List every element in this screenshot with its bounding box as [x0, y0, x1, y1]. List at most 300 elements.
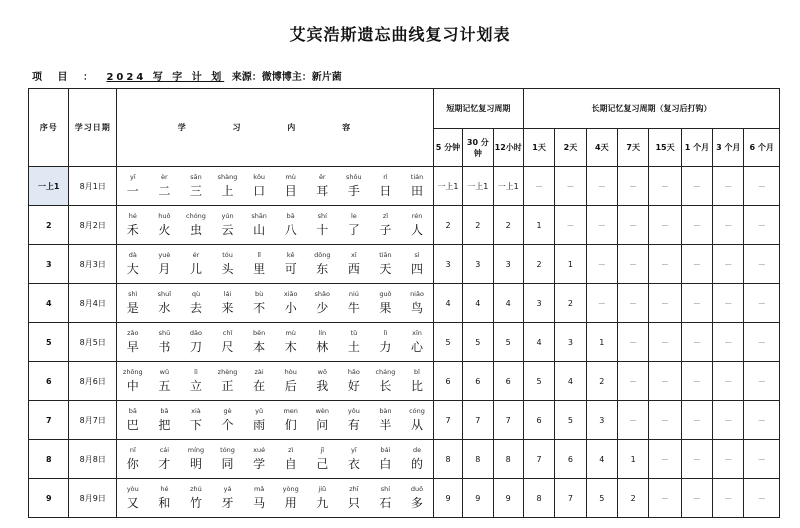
pinyin: shí — [317, 211, 327, 220]
pinyin: wǒ — [317, 367, 327, 376]
hanzi: 书 — [158, 339, 171, 354]
hanzi: 去 — [189, 300, 202, 315]
hanzi: 十 — [316, 222, 329, 237]
hanzi: 林 — [316, 339, 329, 354]
hanzi: 东 — [316, 261, 329, 276]
pinyin: ěr — [318, 172, 326, 181]
short-review-cell[interactable]: 2 — [433, 206, 462, 245]
header-long-col: 2天 — [555, 129, 586, 167]
header-short-col: 30 分钟 — [463, 129, 493, 167]
long-review-cell[interactable]: － — [617, 401, 648, 440]
character-cell — [118, 485, 147, 512]
character-cell — [308, 251, 337, 278]
short-review-cell[interactable]: 9 — [493, 479, 523, 518]
long-review-cell[interactable]: － — [617, 284, 648, 323]
short-review-cell[interactable]: 4 — [433, 284, 462, 323]
long-review-cell[interactable]: 2 — [617, 479, 648, 518]
pinyin: lì — [383, 328, 388, 337]
pinyin: zì — [288, 445, 294, 454]
long-review-cell[interactable]: 2 — [555, 284, 586, 323]
header-long-col: 3 个月 — [713, 129, 744, 167]
row-content — [117, 206, 434, 245]
pinyin: shū — [158, 328, 171, 337]
hanzi: 正 — [221, 378, 234, 393]
long-review-cell[interactable]: － — [617, 206, 648, 245]
hanzi: 火 — [158, 222, 171, 237]
long-review-cell[interactable]: － — [713, 440, 744, 479]
pinyin: èr — [161, 172, 168, 181]
long-review-cell[interactable]: 3 — [555, 323, 586, 362]
long-review-cell[interactable]: － — [617, 245, 648, 284]
character-cell — [403, 368, 432, 395]
long-review-cell[interactable]: － — [744, 245, 780, 284]
pinyin: hòu — [284, 367, 297, 376]
hanzi: 田 — [411, 183, 424, 198]
character-cell — [276, 212, 305, 239]
character-cell — [308, 446, 337, 473]
hanzi: 尺 — [221, 339, 234, 354]
hanzi: 口 — [253, 183, 266, 198]
hanzi: 又 — [126, 495, 139, 510]
character-cell — [181, 290, 210, 317]
long-review-cell[interactable]: － — [555, 206, 586, 245]
hanzi: 禾 — [126, 222, 139, 237]
character-cell — [339, 251, 368, 278]
long-review-cell[interactable]: 7 — [555, 479, 586, 518]
header-long-col: 7天 — [617, 129, 648, 167]
pinyin: zài — [254, 367, 264, 376]
hanzi: 小 — [284, 300, 297, 315]
pinyin: duō — [410, 484, 424, 493]
pinyin: tǔ — [350, 328, 358, 337]
long-review-cell[interactable]: － — [744, 323, 780, 362]
hanzi: 马 — [253, 495, 266, 510]
long-review-cell[interactable]: － — [744, 362, 780, 401]
long-review-cell[interactable]: － — [586, 245, 617, 284]
header-long-col: 4天 — [586, 129, 617, 167]
character-cell — [181, 407, 210, 434]
pinyin: cái — [159, 445, 170, 454]
long-review-cell[interactable]: － — [586, 206, 617, 245]
short-review-cell[interactable]: 3 — [433, 245, 462, 284]
header-long-col: 1天 — [523, 129, 554, 167]
hanzi: 在 — [253, 378, 266, 393]
row-number: 2 — [29, 206, 69, 245]
long-review-cell[interactable]: － — [744, 401, 780, 440]
header-no: 序号 — [29, 89, 69, 167]
long-review-cell[interactable]: 5 — [555, 401, 586, 440]
short-review-cell[interactable]: 5 — [463, 323, 493, 362]
long-review-cell[interactable]: － — [713, 206, 744, 245]
pinyin: rì — [383, 172, 388, 181]
pinyin: mù — [285, 172, 296, 181]
hanzi: 明 — [189, 456, 202, 471]
row-date: 8月1日 — [69, 167, 117, 206]
long-review-cell[interactable]: － — [617, 323, 648, 362]
long-review-cell[interactable]: － — [713, 323, 744, 362]
pinyin: sì — [414, 250, 420, 259]
character-cell — [245, 329, 274, 356]
hanzi: 竹 — [189, 495, 202, 510]
character-cell — [150, 407, 179, 434]
hanzi: 只 — [347, 495, 360, 510]
pinyin: zhèng — [217, 367, 238, 376]
hanzi: 从 — [411, 417, 424, 432]
table-row — [29, 323, 780, 362]
hanzi: 云 — [221, 222, 234, 237]
character-cell — [118, 446, 147, 473]
long-review-cell[interactable]: 2 — [523, 245, 554, 284]
character-cell — [245, 368, 274, 395]
long-review-cell[interactable]: 1 — [555, 245, 586, 284]
character-cell — [245, 290, 274, 317]
long-review-cell[interactable]: － — [649, 362, 681, 401]
table-row — [29, 284, 780, 323]
character-cell — [371, 407, 400, 434]
long-review-cell[interactable]: － — [681, 167, 712, 206]
short-review-cell[interactable]: 9 — [433, 479, 462, 518]
pinyin: xiǎo — [283, 289, 298, 298]
short-review-cell[interactable]: 5 — [493, 323, 523, 362]
long-review-cell[interactable]: 1 — [523, 206, 554, 245]
character-cell — [150, 329, 179, 356]
character-cell — [245, 173, 274, 200]
row-content — [117, 284, 434, 323]
hanzi: 己 — [316, 456, 329, 471]
short-review-cell[interactable]: 7 — [433, 401, 462, 440]
long-review-cell[interactable]: － — [649, 167, 681, 206]
long-review-cell[interactable]: － — [523, 167, 554, 206]
hanzi: 了 — [347, 222, 360, 237]
hanzi: 果 — [379, 300, 392, 315]
hanzi: 八 — [284, 222, 297, 237]
pinyin: yòu — [126, 484, 139, 493]
pinyin: bǐ — [414, 367, 420, 376]
short-review-cell[interactable]: 一上1 — [463, 167, 493, 206]
long-review-cell[interactable]: － — [713, 284, 744, 323]
row-content — [117, 245, 434, 284]
hanzi: 大 — [126, 261, 139, 276]
hanzi: 比 — [411, 378, 424, 393]
long-review-cell[interactable]: － — [744, 440, 780, 479]
long-review-cell[interactable]: 4 — [523, 323, 554, 362]
long-review-cell[interactable]: － — [617, 362, 648, 401]
pinyin: guǒ — [379, 289, 392, 298]
pinyin: lì — [194, 367, 198, 376]
hanzi: 五 — [158, 378, 171, 393]
long-review-cell[interactable]: － — [586, 284, 617, 323]
header-short-col: 5 分钟 — [433, 129, 462, 167]
long-review-cell[interactable]: 4 — [555, 362, 586, 401]
long-review-cell[interactable]: － — [649, 440, 681, 479]
hanzi: 西 — [347, 261, 360, 276]
row-content — [117, 401, 434, 440]
pinyin: le — [350, 211, 357, 220]
character-cell — [150, 446, 179, 473]
table-row — [29, 167, 780, 206]
long-review-cell[interactable]: － — [744, 479, 780, 518]
pinyin: shān — [251, 211, 267, 220]
short-review-cell[interactable]: 8 — [433, 440, 462, 479]
project-source: 来源：微博博主：新片菌 — [231, 72, 342, 83]
pinyin: tóng — [220, 445, 235, 454]
short-review-cell[interactable]: 5 — [433, 323, 462, 362]
long-review-cell[interactable]: － — [713, 245, 744, 284]
pinyin: kǒu — [253, 172, 266, 181]
hanzi: 我 — [316, 378, 329, 393]
hanzi: 耳 — [316, 183, 329, 198]
pinyin: cóng — [409, 406, 425, 415]
row-content — [117, 440, 434, 479]
character-cell — [213, 251, 242, 278]
short-review-cell[interactable]: 9 — [463, 479, 493, 518]
long-review-cell[interactable]: － — [649, 245, 681, 284]
hanzi: 鸟 — [411, 300, 424, 315]
short-review-cell[interactable]: 6 — [463, 362, 493, 401]
long-review-cell[interactable]: － — [681, 245, 712, 284]
pinyin: bā — [286, 211, 295, 220]
pinyin: tiān — [379, 250, 392, 259]
long-review-cell[interactable]: 2 — [586, 362, 617, 401]
long-review-cell[interactable]: － — [744, 206, 780, 245]
hanzi: 立 — [189, 378, 202, 393]
row-content — [117, 362, 434, 401]
hanzi: 才 — [158, 456, 171, 471]
table-row — [29, 440, 780, 479]
character-cell — [371, 446, 400, 473]
pinyin: lái — [223, 289, 232, 298]
header-short-col: 12小时 — [493, 129, 523, 167]
short-review-cell[interactable]: 8 — [463, 440, 493, 479]
character-cell — [339, 407, 368, 434]
character-cell — [181, 446, 210, 473]
pinyin: bái — [380, 445, 391, 454]
character-cell — [245, 251, 274, 278]
pinyin: shí — [380, 484, 391, 493]
character-cell — [276, 251, 305, 278]
long-review-cell[interactable]: － — [649, 479, 681, 518]
hanzi: 少 — [316, 300, 329, 315]
long-review-cell[interactable]: － — [649, 284, 681, 323]
character-cell — [308, 329, 337, 356]
character-cell — [403, 290, 432, 317]
pinyin: yǒu — [347, 406, 360, 415]
character-cell — [339, 173, 368, 200]
character-cell — [118, 368, 147, 395]
character-cell — [118, 407, 147, 434]
project-line — [32, 68, 342, 83]
character-cell — [118, 173, 147, 200]
row-number: 5 — [29, 323, 69, 362]
short-review-cell[interactable]: 2 — [493, 206, 523, 245]
pinyin: yòng — [282, 484, 299, 493]
character-cell — [181, 368, 210, 395]
hanzi: 日 — [379, 183, 392, 198]
long-review-cell[interactable]: 1 — [617, 440, 648, 479]
table-row — [29, 362, 780, 401]
long-review-cell[interactable]: 5 — [523, 362, 554, 401]
long-review-cell[interactable]: － — [681, 479, 712, 518]
hanzi: 二 — [158, 183, 171, 198]
short-review-cell[interactable]: 3 — [493, 245, 523, 284]
row-date: 8月5日 — [69, 323, 117, 362]
long-review-cell[interactable]: 4 — [586, 440, 617, 479]
character-cell — [403, 485, 432, 512]
hanzi: 来 — [221, 300, 234, 315]
character-cell — [308, 485, 337, 512]
table-row — [29, 479, 780, 518]
pinyin: men — [283, 406, 298, 415]
hanzi: 的 — [411, 456, 424, 471]
long-review-cell[interactable]: － — [713, 362, 744, 401]
long-review-cell[interactable]: － — [744, 284, 780, 323]
hanzi: 雨 — [253, 417, 266, 432]
character-cell — [371, 212, 400, 239]
character-cell — [181, 485, 210, 512]
pinyin: zhú — [190, 484, 202, 493]
hanzi: 虫 — [189, 222, 202, 237]
long-review-cell[interactable]: 8 — [523, 479, 554, 518]
hanzi: 后 — [284, 378, 297, 393]
character-cell — [308, 290, 337, 317]
hanzi: 人 — [411, 222, 424, 237]
long-review-cell[interactable]: － — [744, 167, 780, 206]
pinyin: mǎ — [253, 484, 265, 493]
pinyin: chóng — [186, 211, 206, 220]
hanzi: 心 — [411, 339, 424, 354]
character-cell — [213, 329, 242, 356]
hanzi: 手 — [347, 183, 360, 198]
row-date: 8月8日 — [69, 440, 117, 479]
pinyin: sān — [190, 172, 202, 181]
pinyin: dāo — [189, 328, 203, 337]
hanzi: 用 — [284, 495, 297, 510]
character-cell — [118, 329, 147, 356]
character-cell — [308, 212, 337, 239]
long-review-cell[interactable]: 3 — [523, 284, 554, 323]
pinyin: wǔ — [159, 367, 170, 376]
character-cell — [150, 485, 179, 512]
pinyin: yá — [223, 484, 232, 493]
pinyin: yǔ — [255, 406, 264, 415]
pinyin: xīn — [412, 328, 422, 337]
short-review-cell[interactable]: 2 — [463, 206, 493, 245]
character-cell — [276, 173, 305, 200]
long-review-cell[interactable]: 3 — [586, 401, 617, 440]
short-review-cell[interactable]: 7 — [493, 401, 523, 440]
long-review-cell[interactable]: － — [649, 401, 681, 440]
hanzi: 子 — [379, 222, 392, 237]
long-review-cell[interactable]: 7 — [523, 440, 554, 479]
character-cell — [308, 173, 337, 200]
hanzi: 是 — [126, 300, 139, 315]
short-review-cell[interactable]: 8 — [493, 440, 523, 479]
character-cell — [150, 212, 179, 239]
pinyin: huǒ — [158, 211, 171, 220]
character-cell — [371, 173, 400, 200]
character-cell — [308, 407, 337, 434]
hanzi: 问 — [316, 417, 329, 432]
pinyin: shǒu — [346, 172, 362, 181]
hanzi: 巴 — [126, 417, 139, 432]
hanzi: 月 — [158, 261, 171, 276]
pinyin: tóu — [222, 250, 233, 259]
character-cell — [213, 212, 242, 239]
hanzi: 目 — [284, 183, 297, 198]
long-review-cell[interactable]: － — [617, 167, 648, 206]
character-cell — [371, 368, 400, 395]
short-review-cell[interactable]: 3 — [463, 245, 493, 284]
long-review-cell[interactable]: － — [681, 362, 712, 401]
long-review-cell[interactable]: － — [649, 323, 681, 362]
row-date: 8月4日 — [69, 284, 117, 323]
long-review-cell[interactable]: 6 — [555, 440, 586, 479]
hanzi: 天 — [379, 261, 392, 276]
hanzi: 山 — [253, 222, 266, 237]
long-review-cell[interactable]: － — [713, 479, 744, 518]
hanzi: 中 — [126, 378, 139, 393]
long-review-cell[interactable]: － — [555, 167, 586, 206]
pinyin: yī — [351, 445, 357, 454]
row-content — [117, 167, 434, 206]
character-cell — [403, 212, 432, 239]
character-cell — [245, 407, 274, 434]
hanzi: 多 — [411, 495, 424, 510]
long-review-cell[interactable]: － — [713, 167, 744, 206]
hanzi: 四 — [411, 261, 424, 276]
short-review-cell[interactable]: 6 — [433, 362, 462, 401]
long-review-cell[interactable]: 6 — [523, 401, 554, 440]
pinyin: bàn — [379, 406, 392, 415]
pinyin: nǐ — [129, 445, 136, 454]
long-review-cell[interactable]: 5 — [586, 479, 617, 518]
short-review-cell[interactable]: 7 — [463, 401, 493, 440]
character-cell — [213, 368, 242, 395]
long-review-cell[interactable]: － — [681, 206, 712, 245]
character-cell — [339, 485, 368, 512]
short-review-cell[interactable]: 一上1 — [493, 167, 523, 206]
pinyin: wèn — [315, 406, 329, 415]
pinyin: yún — [221, 211, 234, 220]
long-review-cell[interactable]: － — [713, 401, 744, 440]
hanzi: 力 — [379, 339, 392, 354]
short-review-cell[interactable]: 4 — [463, 284, 493, 323]
short-review-cell[interactable]: 6 — [493, 362, 523, 401]
long-review-cell[interactable]: － — [586, 167, 617, 206]
long-review-cell[interactable]: － — [681, 401, 712, 440]
pinyin: zhī — [349, 484, 359, 493]
short-review-cell[interactable]: 一上1 — [433, 167, 462, 206]
row-content — [117, 479, 434, 518]
long-review-cell[interactable]: － — [681, 440, 712, 479]
hanzi: 里 — [253, 261, 266, 276]
header-long-col: 15天 — [649, 129, 681, 167]
short-review-cell[interactable]: 4 — [493, 284, 523, 323]
header-long-col: 6 个月 — [744, 129, 780, 167]
character-cell — [213, 485, 242, 512]
long-review-cell[interactable]: － — [649, 206, 681, 245]
long-review-cell[interactable]: 1 — [586, 323, 617, 362]
long-review-cell[interactable]: － — [681, 323, 712, 362]
long-review-cell[interactable]: － — [681, 284, 712, 323]
hanzi: 土 — [347, 339, 360, 354]
hanzi: 早 — [126, 339, 139, 354]
pinyin: tián — [410, 172, 424, 181]
hanzi: 木 — [284, 339, 297, 354]
pinyin: xué — [253, 445, 266, 454]
character-cell — [245, 446, 274, 473]
pinyin: xià — [191, 406, 201, 415]
